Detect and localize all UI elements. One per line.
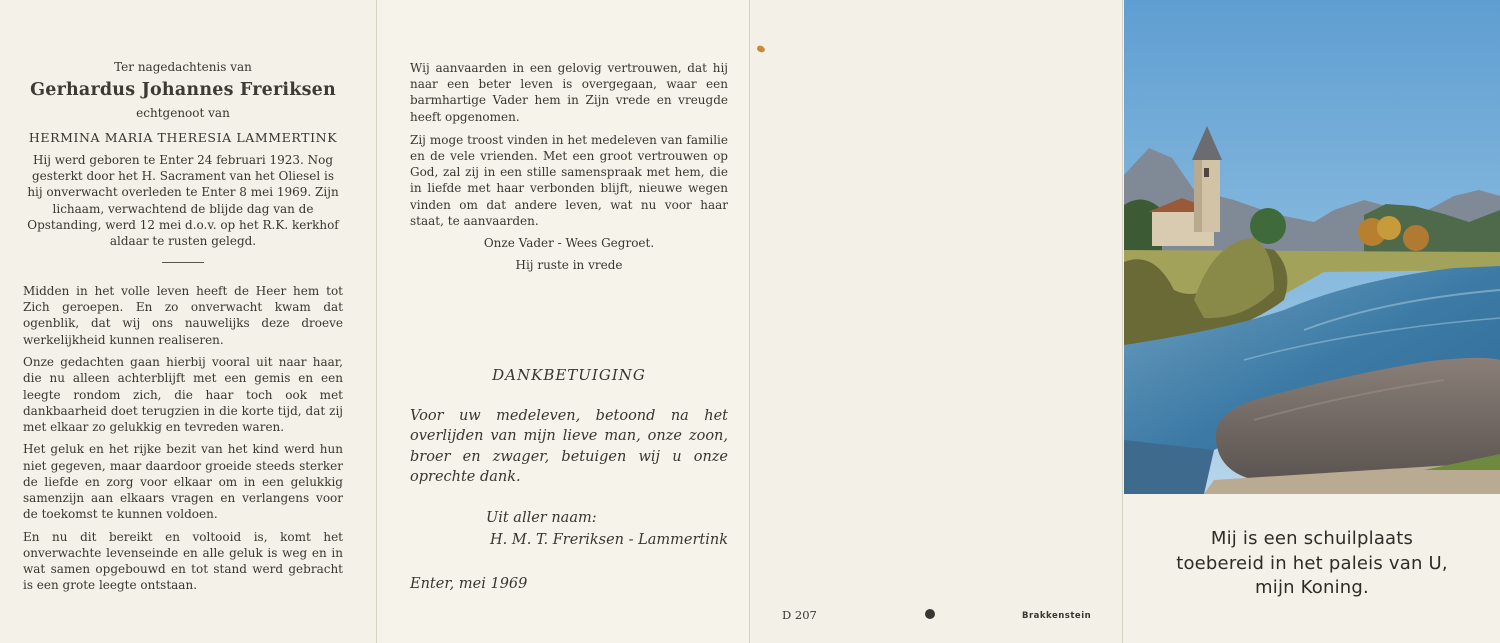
spouse-relation: echtgenoot van	[136, 106, 230, 120]
printer-mark-icon	[925, 609, 935, 619]
biography: Hij werd geboren te Enter 24 februari 1923. Nog gesterkt door het H. Sacrament van het Oliesel is hij onverwacht overleden te Enter 8 mei 1969. Zijn lichaam, verwachtend de blijde dag van de Opstanding, werd 12 mei d.o.v. op het R.K. kerkhof aldaar te rusten gelegd.	[27, 153, 339, 249]
divider	[162, 262, 204, 263]
panel-back-blank	[750, 0, 1122, 643]
printer-name: Brakkenstein	[1022, 611, 1092, 621]
card-code: D 207	[782, 608, 817, 622]
church-river-landscape-image	[1124, 0, 1500, 494]
place-date: Enter, mei 1969	[410, 576, 528, 592]
thanks-text: Voor uw medeleven, betoond na het overlijden van mijn lieve man, onze zoon, broer en zwager, betuigen wij u onze oprechte dank.	[410, 408, 728, 486]
paragraph: Het geluk en het rijke bezit van het kind werd hun niet gegeven, maar daardoor groeide steeds sterker de liefde en zorg voor elkaar om in een gelukkig samenzijn aan elkaars vragen en verlangens voor de toekomst te kunnen voldoen.	[23, 442, 343, 522]
spouse-name: HERMINA MARIA THERESIA LAMMERTINK	[28, 130, 338, 145]
fold-line	[1122, 0, 1123, 643]
rest-in-peace: Hij ruste in vrede	[515, 258, 623, 272]
fold-line	[376, 0, 377, 643]
memorial-text	[23, 283, 343, 600]
thanks-title: DANKBETUIGING	[492, 366, 646, 384]
memorial-intro: Ter nagedachtenis van	[114, 60, 252, 74]
paragraph: En nu dit bereikt en voltooid is, komt het onverwachte levenseinde en alle geluk is weg en in wat samen opgebouwd en tot stand werd gebracht is een grote leegte ontstaan.	[23, 529, 343, 593]
on-behalf: Uit aller naam:	[486, 510, 597, 526]
paragraph: Midden in het volle leven heeft de Heer hem tot Zich geroepen. En zo onverwacht kwam dat ogenblik, dat wij ons nauwelijks deze droeve werkelijkheid kunnen realiseren.	[23, 284, 343, 347]
prayer-line: Onze Vader - Wees Gegroet.	[483, 236, 655, 250]
verse-line: toebereid in het paleis van U,	[1176, 552, 1448, 574]
fold-line	[749, 0, 750, 643]
verse-line: mijn Koning.	[1255, 577, 1369, 598]
paragraph: Zij moge troost vinden in het medeleven van familie en de vele vrienden. Met een groot vertrouwen op God, zal zij in een stille samenspraak met hem, die in liefde met haar verbonden blijft, nieuwe wegen vinden om dat andere leven, wat nu voor haar staat, te aanvaarden.	[410, 132, 728, 228]
deceased-name: Gerhardus Johannes Freriksen	[30, 80, 336, 100]
verse-line: Mij is een schuilplaats	[1210, 528, 1414, 549]
signers: H. M. T. Freriksen - Lammertink	[490, 532, 728, 548]
paragraph: Wij aanvaarden in een gelovig vertrouwen, dat hij naar een beter leven is overgegaan, waar een barmhartige Vader hem in Zijn vrede en vreugde heeft opgenomen.	[410, 61, 728, 124]
landscape-photo	[1124, 0, 1500, 494]
faith-text	[410, 60, 728, 236]
paragraph: Onze gedachten gaan hierbij vooral uit naar haar, die nu alleen achterblijft met een gemis en een leegte rondom zich, die haar toch ook met dankbaarheid doet terugzien in die korte tijd, dat zij met elkaar zo gelukkig en tevreden waren.	[23, 355, 343, 434]
bible-verse	[1143, 527, 1481, 601]
